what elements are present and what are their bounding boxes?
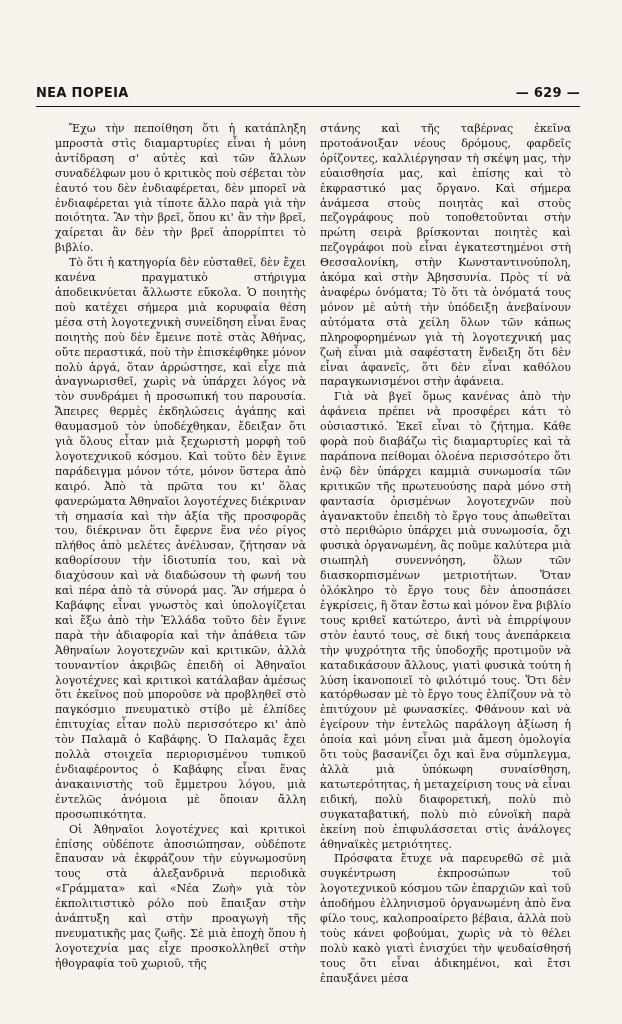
text-column-left <box>55 122 306 972</box>
paragraph: Ἔχω τὴν πεποίθηση ὅτι ἡ κατάπληξη μπροστὰ στὶς διαμαρτυρίες εἶναι ἡ μόνη ἀντίδραση σ' αὐτὲς καὶ τῶν ἄλλων συναδέλφων μου ὁ κριτικὸς ποὺ σέβεται τὸν ἑαυτό του δὲν ἐνδιαφέρεται, δὲν μπορεῖ νὰ ἐνδιαφέρεται γιὰ τίποτε ἄλλο παρὰ γιὰ τὴν ποιότητα. Ἂν τὴν βρεῖ, ὅπου κι' ἂν τὴν βρεῖ, χαίρεται ἂν δὲν τὴν βρεῖ ἀπορρίπτει τὸ βιβλίο. <box>55 122 306 255</box>
text-column-right <box>320 122 571 987</box>
paragraph: Οἱ Ἀθηναῖοι λογοτέχνες καὶ κριτικοὶ ἐπίσης οὐδέποτε ἀποσιώπησαν, οὐδέποτε ἔπαυσαν νὰ ἐκφράζουν τὴν εὐγνωμοσύνη τους στὰ ἀλεξανδρινὰ περιοδικὰ «Γράμματα» καὶ «Νέα Ζωὴ» γιὰ τὸν ἐκπολιτιστικὸ ρόλο ποὺ ἔπαιξαν στὴν ἀνάπτυξη καὶ στὴν προαγωγὴ τῆς πνευματικῆς μας ζωῆς. Σὲ μιὰ ἐποχὴ ὅπου ἡ λογοτεχνία μας εἶχε προσκολληθεῖ στὴν ἠθογραφία τοῦ χωριοῦ, τῆς <box>55 822 306 970</box>
paragraph: στάνης καὶ τῆς ταβέρνας ἐκεῖνα προτοάνοιξαν νέους δρόμους, φαρδεῖς ὁρίζοντες, καλλιέργησαν τὴ σκέψη μας, τὴν εὐαισθησία μας, καὶ ἐπίσης καὶ τὸ ἐκφραστικό μας ὄργανο. Καὶ σήμερα ἀνάμεσα στοὺς ποιητὰς καὶ στοὺς πεζογράφους ποὺ τοποθετοῦνται στὴν πρώτη σειρὰ βρίσκονται ποιητὲς καὶ πεζογράφοι ποὺ εἶναι ἐγκατεστημένοι στὴ Θεσσαλονίκη, στὴν Κωνσταντινούπολη, ἀκόμα καὶ στὴν Ἀβησσυνία. Πρὸς τί νὰ ἀναφέρω ὀνόματα; Τὸ ὅτι τὰ ὀνόματά τους μόνον μὲ αὐτὴ τὴν ὑπόδειξη ἀνεβαίνουν αὐτόματα στὰ χείλη ὅλων τῶν κάπως πληροφορημένων γιὰ τὴ λογοτεχνική μας ζωὴ εἶναι μιὰ σαφέστατη ἔνδειξη ὅτι δὲν εἶναι ἀφανεῖς, ὅτι δὲν εἶναι καθόλου παραγκωνισμένοι στὴν ἀφάνεια. <box>320 122 571 389</box>
journal-title: ΝΕΑ ΠΟΡΕΙΑ <box>36 86 129 101</box>
page-number: — 629 — <box>515 86 580 101</box>
paragraph: Τὸ ὅτι ἡ κατηγορία δὲν εὐσταθεῖ, δὲν ἔχει κανένα πραγματικὸ στήριγμα ἀποδεικνύεται ἄλλωστε εὔκολα. Ὁ ποιητὴς ποὺ κατέχει σήμερα μιὰ κορυφαία θέση μέσα στὴ λογοτεχνικὴ συνείδηση εἶναι ἕνας ποιητὴς ποὺ δὲν ἔμεινε ποτὲ στὰς Ἀθήνας, οὔτε περαστικά, ποὺ τὴν ἐπισκέφθηκε μόνον πολὺ ἀργά, ὅταν ἀρρώστησε, καὶ εἶχε πιὰ ἀναγνωρισθεῖ, χωρὶς νὰ ὑπάρχει λόγος νὰ τὸν συνδράμει ἡ προσωπική του παρουσία. Ἄπειρες θερμὲς ἐκδηλώσεις ἀγάπης καὶ θαυμασμοῦ τὸν ὑποδέχθηκαν, ἔδειξαν ὅτι γιὰ ὅλους εἶταν μιὰ ξεχωριστὴ μορφὴ τοῦ λογοτεχνικοῦ κόσμου. Καὶ τοῦτο δὲν ἔγινε παράδειγμα μόνον τότε, μόνον ὕστερα ἀπὸ καιρό. Ἀπὸ τὰ πρῶτα του κι' ὅλας φανερώματα Ἀθηναῖοι λογοτέχνες διέκριναν τὴ σημασία καὶ τὴν ἀξία τῆς προσφορᾶς του, διέκριναν ὅτι ἔφερνε ἕνα νέο ρίγος πλήθος ἀπὸ μελέτες ἀνέλυσαν, ζήτησαν νὰ καθορίσουν τὴν ἰδιοτυπία του, καὶ νὰ διαχύσουν καὶ νὰ διαδώσουν τὴ φωνή του καὶ πέρα ἀπὸ τὰ σύνορά μας. Ἂν σήμερα ὁ Καβάφης εἶναι γνωστὸς καὶ ὑπολογίζεται καὶ ἔξω ἀπὸ τὴν Ἑλλάδα τοῦτο δὲν ἔγινε παρὰ τὴν ἀδιαφορία καὶ τὴν ἀπάθεια τῶν Ἀθηναίων λογοτεχνῶν καὶ κριτικῶν, ἀλλὰ τουναντίον ἀκριβῶς ἐπειδὴ οἱ Ἀθηναῖοι λογοτέχνες καὶ κριτικοὶ κατάλαβαν ἀμέσως ὅτι ἐκεῖνος ποὺ μποροῦσε νὰ προβληθεῖ στὸ παγκόσμιο πνευματικὸ στίβο μὲ ἐλπίδες ἐπιτυχίας εἶταν πολὺ περισσότερο κι' ἀπὸ τὸν Παλαμᾶ ὁ Καβάφης. Ὁ Παλαμᾶς ἔχει πολλὰ στοιχεῖα περιορισμένου τυπικοῦ ἐνδιαφέροντος ὁ Καβάφης εἶναι ἕνας ἀνακαινιστὴς τοῦ ἔμμετρου λόγου, μιὰ ἐντελῶς ἀνόμοια μὲ ὅποιαν ἄλλη προσωπικότητα. <box>55 256 306 821</box>
paragraph: Πρόσφατα ἔτυχε νὰ παρευρεθῶ σὲ μιὰ συγκέντρωση ἐκπροσώπων τοῦ λογοτεχνικοῦ κόσμου τῶν ἐπαρχιῶν καὶ τοῦ ἀποδήμου ἑλληνισμοῦ ὀργανωμένη ἀπὸ ἕνα φίλο τους, καλοπροαίρετο βέβαια, ἀλλὰ ποὺ τοὺς κάνει φοβούμαι, χωρὶς νὰ τὸ θέλει πολὺ κακὸ γιατὶ ἐνισχύει τὴν ψευδαίσθησή τους ὅτι εἶναι ἀδικημένοι, καὶ ἔτσι ἐπαυξάνει μέσα <box>320 852 571 985</box>
paragraph: Γιὰ νὰ βγεῖ ὅμως κανένας ἀπὸ τὴν ἀφάνεια πρέπει νὰ προσφέρει κάτι τὸ οὐσιαστικό. Ἐκεῖ εἶναι τὸ ζήτημα. Κάθε φορὰ ποὺ διαβάζω τὶς διαμαρτυρίες καὶ τὰ παράπονα πείθομαι ὁλοένα περισσότερο ὅτι ἐνῷ δὲν ὑπάρχει καμμιὰ συνωμοσία τῶν κριτικῶν τῆς πρωτευούσης παρὰ μόνο στὴ φαντασία ὁρισμένων λογοτεχνῶν ποὺ ἀγανακτοῦν ἐπειδὴ τὸ ἔργο τους ἀπωθεῖται στὸ περιθώριο ὑπάρχει μιὰ συνωμοσία, ὄχι φυσικὰ ὀργανωμένη, ἂς ποῦμε καλύτερα μιὰ σιωπηλὴ συνεννόηση, ὅλων τῶν διασκορπισμένων μετριοτήτων. Ὅταν ὁλόκληρο τὸ ἔργο τους δὲν ἀποσπάσει ἐγκρίσεις, ἢ ὅταν ἔστω καὶ μόνον ἕνα βιβλίο τους κριθεῖ κατώτερο, ἀντὶ νὰ ἐπιρρίψουν στὸν ἑαυτό τους, σὲ δική τους ἀνεπάρκεια τὴν ψυχρότητα τῆς ὑποδοχῆς προτιμοῦν νὰ καταδικάσουν ἄλλους, γιατὶ φυσικὰ τούτη ἡ λύση ἱκανοποιεῖ τὸ φιλότιμό τους. Ὅτι δὲν κατόρθωσαν μὲ τὸ ἔργο τους ἐλπίζουν νὰ τὸ ἐπιτύχουν μὲ φωνασκίες. Φθάνουν καὶ νὰ ἐγείρουν τὴν ἐντελῶς παράλογη ἀξίωση ἡ ὁποία καὶ μόνη εἶναι μιὰ ἄμεση ὁμολογία ὅτι τοὺς βασανίζει ὄχι καὶ ἕνα σύμπλεγμα, ἀλλὰ μιὰ ὑπόκωφη συναίσθηση, κατωτερότητας, ἡ μεταχείριση τους νὰ εἶναι ειδική, πολὺ διαφορετική, πολὺ πιὸ συγκαταβατική, πολὺ πιὸ εὐνοϊκὴ παρὰ ἐκείνη ποὺ ἐπιφυλάσσεται στὶς ἀνάλογες ἀθηναϊκὲς μετριότητες. <box>320 390 572 851</box>
running-header <box>36 84 580 107</box>
